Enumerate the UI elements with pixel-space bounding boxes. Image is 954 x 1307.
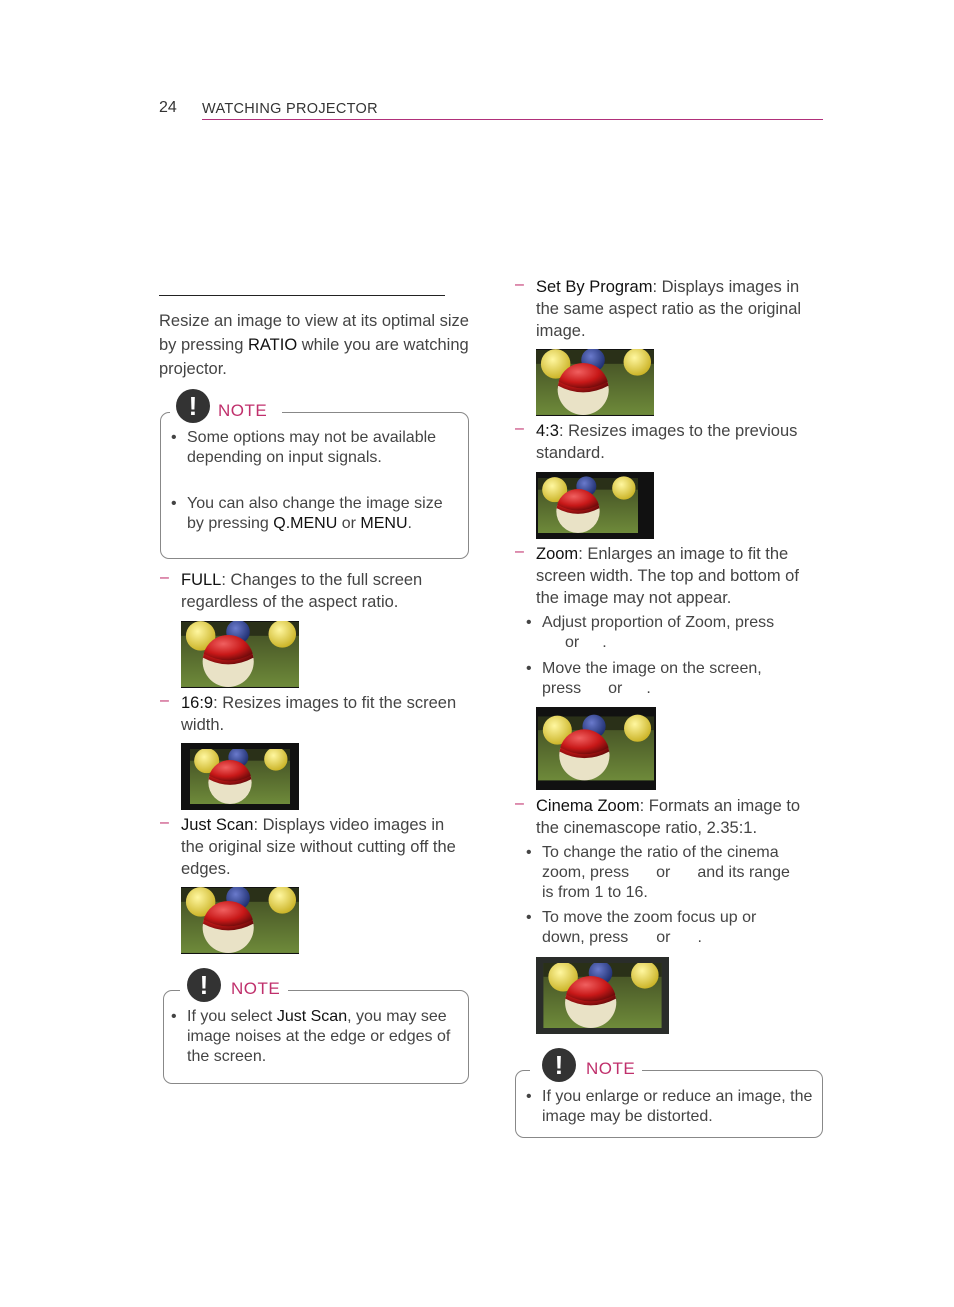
- zoom-bullet: • Move the image on the screen, press or .: [526, 660, 762, 697]
- aspect-item-full: FULL: Changes to the full screen regardless of the aspect ratio.: [181, 571, 423, 611]
- note-item: • If you enlarge or reduce an image, the image may be distorted.: [526, 1088, 813, 1125]
- preview-image-set-by-program: [536, 349, 654, 416]
- bullet: •: [526, 660, 532, 677]
- cinema-zoom-bullet: • To change the ratio of the cinema zoom, press or and its range is from 1 to 16.: [526, 844, 790, 901]
- preview-image-16-9: [181, 743, 299, 810]
- warning-icon: !: [176, 389, 210, 423]
- bullet: •: [171, 495, 177, 512]
- item-dash: –: [515, 276, 524, 293]
- page-number: 24: [159, 99, 177, 116]
- aspect-item-4-3: 4:3: Resizes images to the previous standard.: [536, 422, 798, 462]
- aspect-item-zoom: Zoom: Enlarges an image to fit the screen width. The top and bottom of the image may not appear.: [536, 545, 799, 607]
- item-dash: –: [160, 814, 169, 831]
- cinema-zoom-bullet: • To move the zoom focus up or down, press or .: [526, 909, 757, 946]
- section-divider: [159, 295, 445, 296]
- note-item: • You can also change the image size by pressing Q.MENU or MENU.: [171, 495, 443, 532]
- warning-icon: !: [187, 968, 221, 1002]
- item-dash: –: [515, 543, 524, 560]
- preview-image-cinema-zoom: [536, 957, 669, 1034]
- warning-icon: !: [542, 1048, 576, 1082]
- bullet: •: [171, 1008, 177, 1025]
- aspect-item-set-by-program: Set By Program: Displays images in the same aspect ratio as the original image.: [536, 278, 802, 340]
- note-label: NOTE: [584, 1059, 639, 1079]
- section-title: WATCHING PROJECTOR: [202, 101, 378, 117]
- note-label: NOTE: [229, 979, 284, 999]
- bullet: •: [526, 614, 532, 631]
- aspect-item-16-9: 16:9: Resizes images to fit the screen width.: [181, 694, 457, 734]
- intro-paragraph: Resize an image to view at its optimal size by pressing RATIO while you are watching projector.: [159, 312, 469, 378]
- note-item: • Some options may not be available depending on input signals.: [171, 429, 437, 466]
- preview-image-4-3: [536, 472, 654, 539]
- header-rule: [202, 119, 823, 120]
- note-label: NOTE: [216, 401, 271, 421]
- item-dash: –: [515, 795, 524, 812]
- preview-image-just-scan: [181, 887, 299, 954]
- bullet: •: [526, 844, 532, 861]
- preview-image-full: [181, 621, 299, 688]
- item-dash: –: [515, 420, 524, 437]
- bullet: •: [526, 1088, 532, 1105]
- zoom-bullet: • Adjust proportion of Zoom, press or .: [526, 614, 775, 651]
- preview-image-zoom: [536, 707, 656, 790]
- note-item: • If you select Just Scan, you may see image noises at the edge or edges of the screen.: [171, 1008, 451, 1065]
- bullet: •: [171, 429, 177, 446]
- bullet: •: [526, 909, 532, 926]
- aspect-item-cinema-zoom: Cinema Zoom: Formats an image to the cinemascope ratio, 2.35:1.: [536, 797, 801, 837]
- item-dash: –: [160, 692, 169, 709]
- aspect-item-just-scan: Just Scan: Displays video images in the original size without cutting off the edges.: [181, 816, 456, 878]
- item-dash: –: [160, 569, 169, 586]
